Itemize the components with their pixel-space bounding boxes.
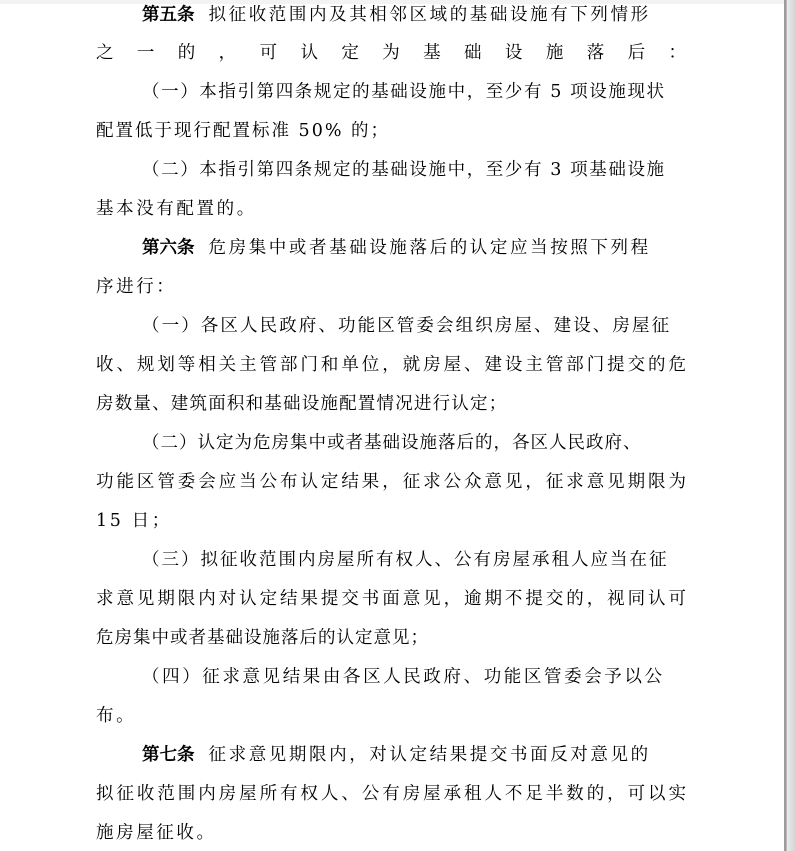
article-7-line-2: 拟征收范围内房屋所有权人、公有房屋承租人不足半数的，可以实 xyxy=(96,784,686,804)
article-6-item-2-line-1: （二）认定为危房集中或者基础设施落后的，各区人民政府、 xyxy=(142,433,642,453)
article-6-line-2: 序进行： xyxy=(96,277,177,297)
article-6-item-3-line-1: （三）拟征收范围内房屋所有权人、公有房屋承租人应当在征 xyxy=(142,550,669,570)
article-7-heading: 第七条 xyxy=(142,745,195,765)
article-5-item-1-line-1: （一）本指引第四条规定的基础设施中，至少有 5 项设施现状 xyxy=(142,82,666,102)
article-5-item-2-line-2: 基本没有配置的。 xyxy=(96,199,257,219)
article-6-item-3-line-3: 危房集中或者基础设施落后的认定意见； xyxy=(96,628,429,648)
article-5-heading: 第五条 xyxy=(142,5,195,25)
vertical-scrollbar[interactable] xyxy=(786,0,795,851)
article-7-line-1: 第七条 征求意见期限内，对认定结果提交书面反对意见的 xyxy=(142,745,651,765)
article-6-item-4-line-2: 布。 xyxy=(96,706,137,726)
article-6-item-1-line-3: 房数量、建筑面积和基础设施配置情况进行认定； xyxy=(96,394,508,414)
article-5-item-1-line-2: 配置低于现行配置标准 50% 的； xyxy=(96,121,391,141)
article-6-item-4-line-1: （四）征求意见结果由各区人民政府、功能区管委会予以公 xyxy=(142,667,665,687)
article-6-item-2-line-3: 15 日； xyxy=(96,511,172,531)
article-6-item-1-line-1: （一）各区人民政府、功能区管委会组织房屋、建设、房屋征 xyxy=(142,316,672,336)
article-5-line-2: 之一的，可认定为基础设施落后： xyxy=(96,43,686,63)
article-7-line-3: 施房屋征收。 xyxy=(96,823,217,843)
article-5-item-2-line-1: （二）本指引第四条规定的基础设施中，至少有 3 项基础设施 xyxy=(142,160,666,180)
article-6-item-3-line-2: 求意见期限内对认定结果提交书面意见，逾期不提交的，视同认可 xyxy=(96,589,686,609)
article-6-line-1: 第六条 危房集中或者基础设施落后的认定应当按照下列程 xyxy=(142,238,651,258)
article-6-heading: 第六条 xyxy=(142,238,195,258)
article-6-item-1-line-2: 收、规划等相关主管部门和单位，就房屋、建设主管部门提交的危 xyxy=(96,355,686,375)
article-5-line-1: 第五条 拟征收范围内及其相邻区域的基础设施有下列情形 xyxy=(142,5,651,25)
article-6-item-2-line-2: 功能区管委会应当公布认定结果，征求公众意见，征求意见期限为 xyxy=(96,472,686,492)
